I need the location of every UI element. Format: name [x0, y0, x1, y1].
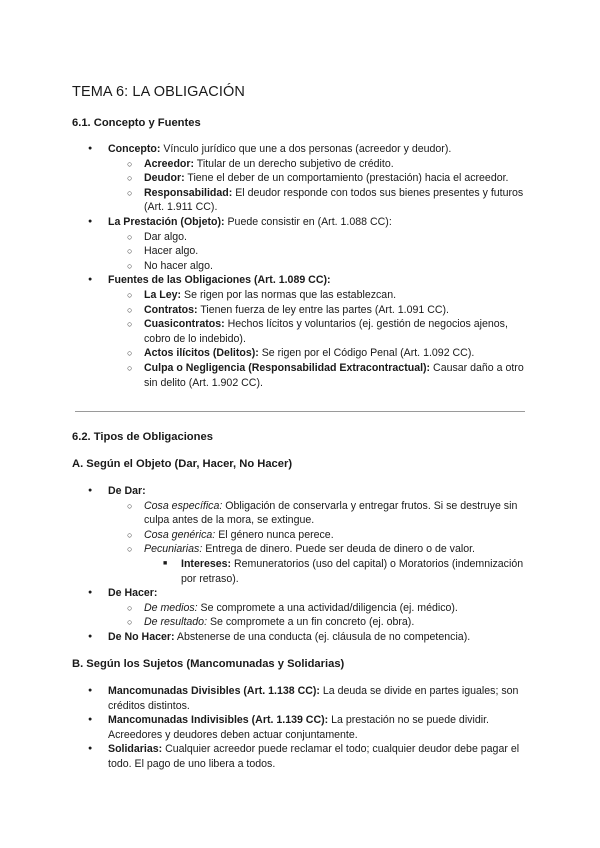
section-heading-6-2: 6.2. Tipos de Obligaciones	[72, 431, 213, 443]
list-item-pecuniarias: ○ Pecuniarias: Entrega de dinero. Puede ser deuda de dinero o de valor.	[0, 542, 600, 557]
list-item-deudor: ○ Deudor: Tiene el deber de un comportamiento (prestación) hacia el acreedor.	[0, 171, 600, 186]
list-item-solidarias: ● Solidarias: Cualquier acreedor puede reclamar el todo; cualquier deudor debe pagar el todo. El pago de uno libera a todos.	[0, 742, 600, 771]
list-item-intereses: ■ Intereses: Remuneratorios (uso del capital) o Moratorios (indemnización por retraso).	[0, 557, 600, 586]
list-item-actos-ilicitos: ○ Actos ilícitos (Delitos): Se rigen por el Código Penal (Art. 1.092 CC).	[0, 346, 600, 361]
list-item-responsabilidad: ○ Responsabilidad: El deudor responde con todos sus bienes presentes y futuros (Art. 1.911 CC).	[0, 186, 600, 215]
list-item-de-resultado: ○ De resultado: Se compromete a un fin concreto (ej. obra).	[0, 615, 600, 630]
list-item-contratos: ○ Contratos: Tienen fuerza de ley entre las partes (Art. 1.091 CC).	[0, 303, 600, 318]
list-segun-sujetos	[0, 684, 600, 772]
page-title: TEMA 6: LA OBLIGACIÓN	[72, 84, 245, 100]
list-segun-objeto	[0, 484, 600, 645]
list-item-dar: ○ Dar algo.	[0, 230, 600, 245]
list-item-ley: ○ La Ley: Se rigen por las normas que las establezcan.	[0, 288, 600, 303]
list-item-no-hacer: ○ No hacer algo.	[0, 259, 600, 274]
list-item-de-medios: ○ De medios: Se compromete a una actividad/diligencia (ej. médico).	[0, 601, 600, 616]
list-item-concepto: ● Concepto: Vínculo jurídico que une a dos personas (acreedor y deudor).	[0, 142, 600, 157]
section-heading-6-1: 6.1. Concepto y Fuentes	[72, 117, 201, 129]
list-item-mancomunadas-indivisibles: ● Mancomunadas Indivisibles (Art. 1.139 CC): La prestación no se puede dividir. Acreedores y deudores deben actuar conjuntamente.	[0, 713, 600, 742]
list-item-de-no-hacer: ● De No Hacer: Abstenerse de una conducta (ej. cláusula de no competencia).	[0, 630, 600, 645]
list-item-fuentes: ● Fuentes de las Obligaciones (Art. 1.089 CC):	[0, 273, 600, 288]
list-item-cosa-especifica: ○ Cosa específica: Obligación de conservarla y entregar frutos. Si se destruye sin culpa antes de la mora, se extingue.	[0, 499, 600, 528]
list-item-hacer: ○ Hacer algo.	[0, 244, 600, 259]
list-item-de-dar: ● De Dar:	[0, 484, 600, 499]
list-item-acreedor: ○ Acreedor: Titular de un derecho subjetivo de crédito.	[0, 157, 600, 172]
section-divider	[75, 411, 525, 412]
subsection-heading-sujetos: B. Según los Sujetos (Mancomunadas y Solidarias)	[72, 658, 345, 670]
list-concepto-fuentes	[0, 142, 600, 390]
list-item-cuasicontratos: ○ Cuasicontratos: Hechos lícitos y voluntarios (ej. gestión de negocios ajenos, cobro de lo indebido).	[0, 317, 600, 346]
list-item-cosa-generica: ○ Cosa genérica: El género nunca perece.	[0, 528, 600, 543]
list-item-prestacion: ● La Prestación (Objeto): Puede consistir en (Art. 1.088 CC):	[0, 215, 600, 230]
list-item-culpa: ○ Culpa o Negligencia (Responsabilidad Extracontractual): Causar daño a otro sin delito (Art. 1.902 CC).	[0, 361, 600, 390]
subsection-heading-objeto: A. Según el Objeto (Dar, Hacer, No Hacer)	[72, 458, 293, 470]
list-item-de-hacer: ● De Hacer:	[0, 586, 600, 601]
list-item-mancomunadas-divisibles: ● Mancomunadas Divisibles (Art. 1.138 CC): La deuda se divide en partes iguales; son créditos distintos.	[0, 684, 600, 713]
